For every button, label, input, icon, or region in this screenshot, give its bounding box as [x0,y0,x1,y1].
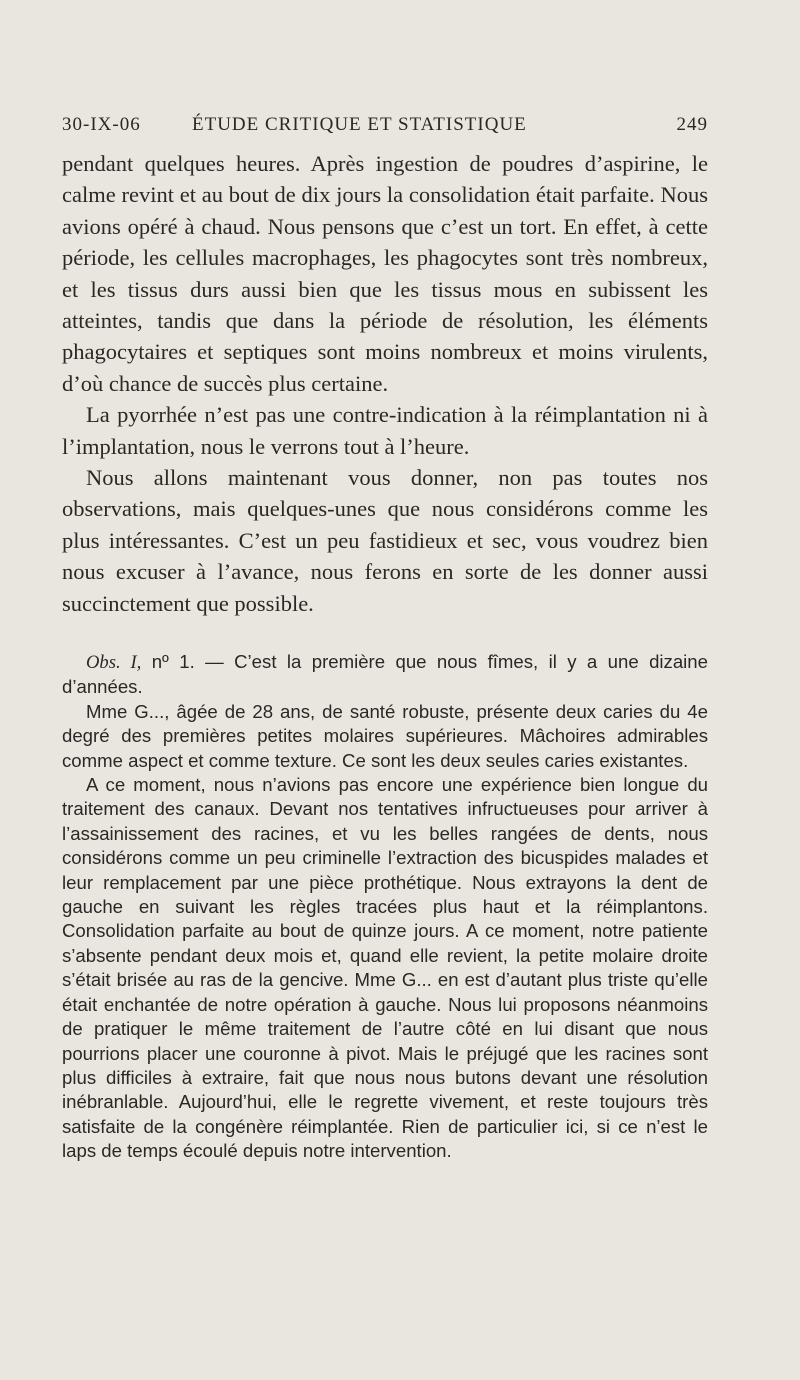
paragraph-3: Nous allons maintenant vous donner, non pas toutes nos observations, mais quelques-unes que nous considérons comme les plus intéressantes. C’est un peu fastidieux et sec, vous voudrez bien nous excuser à l’avance, nous ferons en sorte de les donner aussi succinctement que possible. [62,465,708,616]
observation-paragraph-2 [62,700,708,773]
observation-paragraph-3-text-b: en est d’autant plus triste qu’elle était enchantée de notre opération à gauche. Nous lui proposons néanmoins de pratiquer le même traitement de l’autre côté en lui disant que nous pourrions placer une couronne à pivot. Mais le préjugé que les racines sont plus difficiles à extraire, fait que nous nous butons devant une résolution inébranlable. Aujourd’hui, elle le regrette vivement, et reste toujours très satisfaite de la congénère réimplantée. Rien de particulier ici, si ce n’est le laps de temps écoulé depuis notre intervention. [62,969,708,1162]
observation-paragraph-3 [62,773,708,1164]
observation-paragraph-3-text-a: A ce moment, nous n’avions pas encore une expérience bien longue du traitement des canaux. Devant nos tentatives infructueuses pour arriver à l’assainissement des racines, et vu les belles rangées de dents, nous considérons comme un peu criminelle l’extraction des bicuspides malades et leur remplacement par une pièce prothétique. Nous extrayons la dent de gauche en suivant les règles tracées plus haut et la réimplantons. Consolidation parfaite au bout de quinze jours. A ce moment, notre patiente s’absente pendant deux mois et, quand elle revient, la petite molaire droite s’était brisée au ras de la gencive. [62,774,708,991]
observation-intro [62,650,708,700]
patient-name: Mme G..., [86,700,170,722]
observation-intro-text: — C’est la première que nous fîmes, il y a une dizaine d’années. [62,651,708,698]
page-number: 249 [676,114,708,135]
header-title: ÉTUDE CRITIQUE ET STATISTIQUE [192,114,527,135]
paragraph-1: pendant quelques heures. Après ingestion de poudres d’aspirine, le calme revint et au bout de dix jours la consolidation était parfaite. Nous avions opéré à chaud. Nous pensons que c’est un tort. En effet, à cette période, les cellules macrophages, les phagocytes sont très nombreux, et les tissus durs aussi bien que les tissus mous en subissent les atteintes, tandis que dans la période de résolution, les éléments phagocytaires et septiques sont moins nombreux et moins virulents, d’où chance de succès plus certaine. [62,151,708,396]
observation-number: nº 1. [151,651,195,672]
paragraph-2: La pyorrhée n’est pas une contre-indication à la réimplantation ni à l’implantation, nous le verrons tout à l’heure. [62,402,708,459]
main-text [62,148,708,619]
observation-paragraph-2-text: âgée de 28 ans, de santé robuste, présente deux caries du 4e degré des premières petites molaires supérieures. Mâchoires admirables comme aspect et comme texture. Ce sont les deux seules caries existantes. [62,700,708,771]
observation-section [62,650,708,1164]
observation-label: Obs. I, [86,652,142,673]
patient-name-2: Mme G... [354,969,432,991]
header-date: 30-IX-06 [62,114,141,135]
